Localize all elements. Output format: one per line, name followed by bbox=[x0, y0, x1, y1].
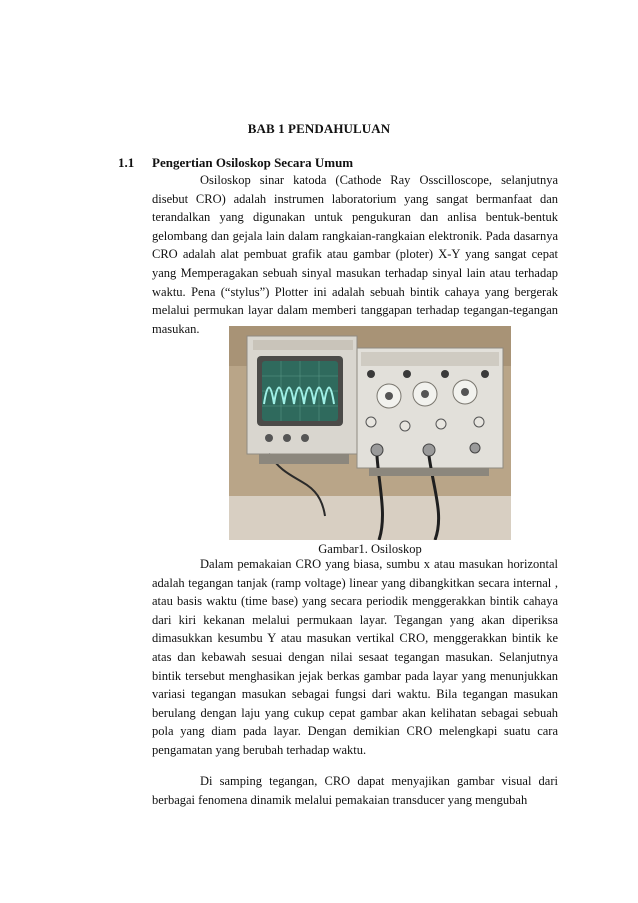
oscilloscope-photo bbox=[229, 326, 511, 540]
paragraph-3 bbox=[152, 772, 558, 809]
paragraph-1 bbox=[152, 171, 558, 338]
paragraph-2-text: Dalam pemakaian CRO yang biasa, sumbu x atau masukan horizontal adalah tegangan tanjak (ramp voltage) linear yang dibangkitkan secara internal , atau basis waktu (time base) yang secara periodik menggerakkan bintik cahaya dari kiri kekanan melalui permukaan layar. Tegangan yang akan diperiksa dimasukkan kesumbu Y atau masukan vertikal CRO, menggerakkan bintik ke atas dan kebawah sesuai dengan nilai sesaat tegangan masukan. Selanjutnya bintik tersebut menghasikan jejak berkas gambar pada layar yang menunjukkan variasi tegangan masukan sebagai fungsi dari waktu. Bila tegangan masukan berulang dengan laju yang cukup cepat gambar akan kelihatan sebagai sebuah pola yang diam pada layar. Dengan demikian CRO melengkapi suatu cara pengamatan yang berubah terhadap waktu. bbox=[152, 557, 558, 757]
figure-caption: Gambar1. Osiloskop bbox=[318, 542, 422, 556]
chapter-title: BAB 1 PENDAHULUAN bbox=[247, 121, 391, 136]
paragraph-3-text: Di samping tegangan, CRO dapat menyajikan gambar visual dari berbagai fenomena dinamik melalui pemakaian transducer yang mengubah bbox=[152, 774, 558, 807]
paragraph-1-text: Osiloskop sinar katoda (Cathode Ray Osscilloscope, selanjutnya disebut CRO) adalah instrumen laboratorium yang sangat bermanfaat dan terandalkan yang digunakan untuk pengukuran dan anlisa bentuk-bentuk gelombang dan gejala lain dalam rangkaian-rangkaian elektronik. Pada dasarnya CRO adalah alat pembuat grafik atau gambar (ploter) X-Y yang sangat cepat yang Memperagakan sebuah sinyal masukan terhadap sinyal lain atau terhadap waktu. Pena (“stylus”) Plotter ini adalah sebuah bintik cahaya yang bergerak melalui permukan layar dalam memberi tanggapan terhadap tegangan-tegangan masukan. bbox=[152, 173, 558, 336]
paragraph-2 bbox=[152, 555, 558, 760]
section-title: Pengertian Osiloskop Secara Umum bbox=[152, 155, 354, 170]
section-number: 1.1 bbox=[118, 155, 135, 170]
